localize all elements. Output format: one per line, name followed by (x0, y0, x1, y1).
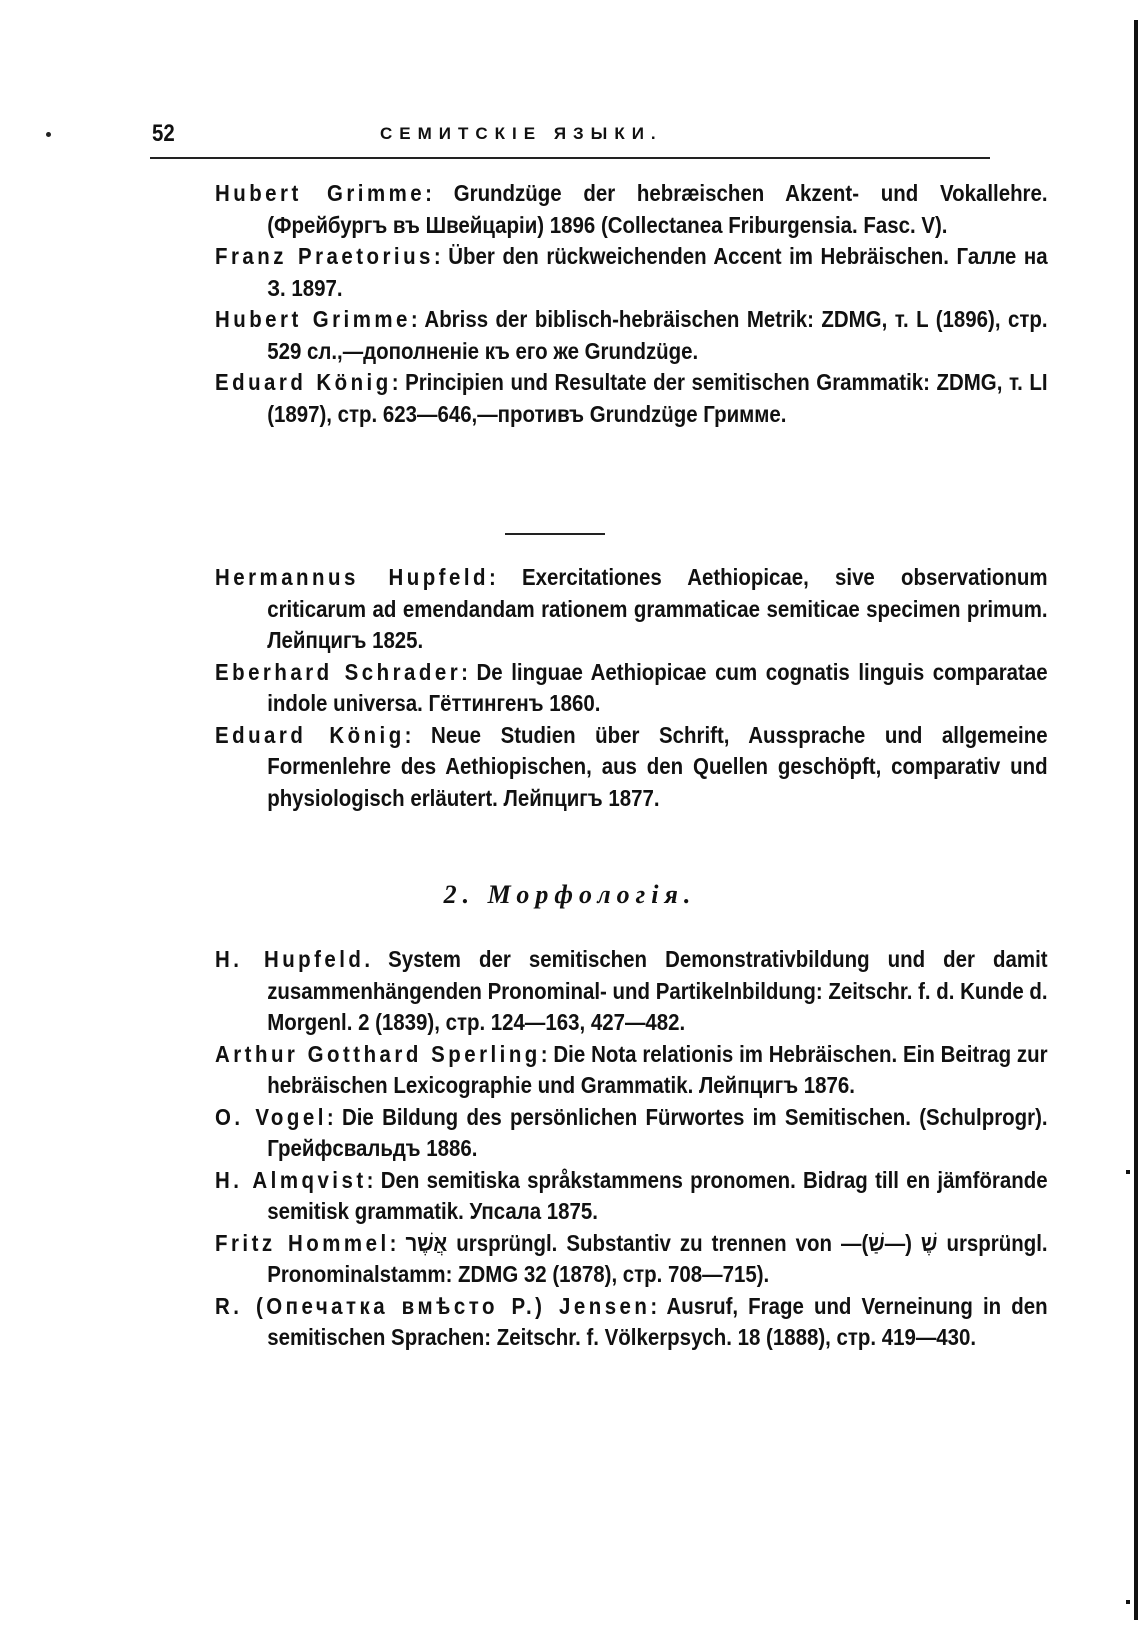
entry-text: : Die Nota relationis im Hebräischen. Ein Beitrag zur hebräischen Lexicographie und Grammatik. Лейпцигъ 1876. (267, 1040, 1048, 1098)
entry-author: H. Hupfeld (215, 946, 365, 972)
entry-text: : Ausruf, Frage und Verneinung in den semitischen Sprachen: Zeitschr. f. Völkerpsych. 18 (1888), стр. 419—430. (267, 1292, 1048, 1350)
entry-author: Eberhard Schrader (215, 658, 462, 685)
bibliography-group-hebrew (215, 178, 1048, 430)
bibliography-entry (215, 304, 1048, 367)
bibliography-entry (215, 944, 1048, 1039)
entry-text: : אֲשֶׁר ursprüngl. Substantiv zu trennen von —שֶׁ (—שַׁ) ursprüngl. Pronominalstamm: ZDMG 32 (1878), стр. 708—715). (267, 1229, 1048, 1287)
entry-author: Arthur Gotthard Sperling (215, 1040, 541, 1067)
page-header (150, 120, 990, 150)
entry-text: : Grundzüge der hebræischen Akzent- und Vokallehre. (Фрейбургъ въ Швейцаріи) 1896 (Collectanea Friburgensia. Fasc. V). (267, 180, 1048, 238)
entry-author: Hermannus Hupfeld (215, 564, 489, 590)
bibliography-entry (215, 367, 1048, 430)
bibliography-entry (215, 1102, 1048, 1165)
section-divider (505, 533, 605, 535)
margin-speck (46, 132, 51, 137)
entry-author: Hubert Grimme (215, 180, 426, 206)
entry-text: . System der semitischen Demonstrativbildung und der damit zusammenhängenden Pronominal- und Partikelnbildung: Zeitschr. f. d. Kunde d. Morgenl. 2 (1839), стр. 124—163, 427—482. (267, 946, 1048, 1035)
entry-text: : Die Bildung des persönlichen Fürwortes im Semitischen. (Schulprogr). Грейфсвальдъ 1886. (267, 1103, 1048, 1161)
bibliography-group-ethiopic (215, 562, 1048, 814)
entry-text: : Über den rückweichenden Accent im Hebräischen. Галле на З. 1897. (267, 243, 1048, 301)
entry-author: Fritz Hommel (215, 1229, 390, 1256)
margin-mark (1126, 1170, 1130, 1174)
entry-author: Hubert Grimme (215, 306, 411, 332)
section-heading: 2. Морфологія. (443, 880, 697, 909)
entry-author: Eduard König (215, 369, 392, 395)
bibliography-entry (215, 1228, 1048, 1291)
entry-author: Franz Praetorius (215, 243, 434, 269)
bibliography-entry (215, 178, 1048, 241)
bibliography-entry (215, 241, 1048, 304)
bibliography-group-morphology (215, 944, 1048, 1354)
entry-text: : Principien und Resultate der semitischen Grammatik: ZDMG, т. LI (1897), стр. 623—646,—противъ Grundzüge Гримме. (267, 369, 1048, 427)
entry-author: H. Almqvist (215, 1166, 367, 1193)
bibliography-entry (215, 562, 1048, 657)
entry-text: : Exercitationes Aethiopicae, sive observationum criticarum ad emendandam rationem grammaticae semiticae specimen primum. Лейпцигъ 1825. (267, 564, 1048, 653)
entry-text: : Den semitiska språkstammens pronomen. Bidrag till en jämförande semitisk grammatik. Упсала 1875. (267, 1166, 1048, 1224)
entry-author: Eduard König (215, 721, 405, 748)
entry-text: : Abriss der biblisch-hebräischen Metrik: ZDMG, т. L (1896), стр. 529 сл.,—дополненіе къ его же Grundzüge. (267, 306, 1048, 364)
running-title: СЕМИТСКІЕ ЯЗЫКИ. (380, 124, 663, 143)
bibliography-entry (215, 657, 1048, 720)
entry-author: O. Vogel (215, 1103, 327, 1130)
page-number: 52 (152, 120, 175, 147)
page-edge-shadow (1134, 20, 1138, 1620)
entry-text: : De linguae Aethiopicae cum cognatis linguis comparatae indole universa. Гёттингенъ 1860. (267, 658, 1048, 716)
margin-mark (1126, 1600, 1130, 1604)
entry-author: R. (Опечатка вмѣсто P.) Jensen (215, 1292, 651, 1319)
bibliography-entry (215, 1165, 1048, 1228)
bibliography-entry (215, 1039, 1048, 1102)
bibliography-entry (215, 720, 1048, 815)
bibliography-entry (215, 1291, 1048, 1354)
header-rule (150, 157, 990, 159)
entry-text: : Neue Studien über Schrift, Aussprache und allgemeine Formenlehre des Aethiopischen, aus den Quellen geschöpft, comparativ und physiologisch erläutert. Лейпцигъ 1877. (267, 721, 1048, 811)
